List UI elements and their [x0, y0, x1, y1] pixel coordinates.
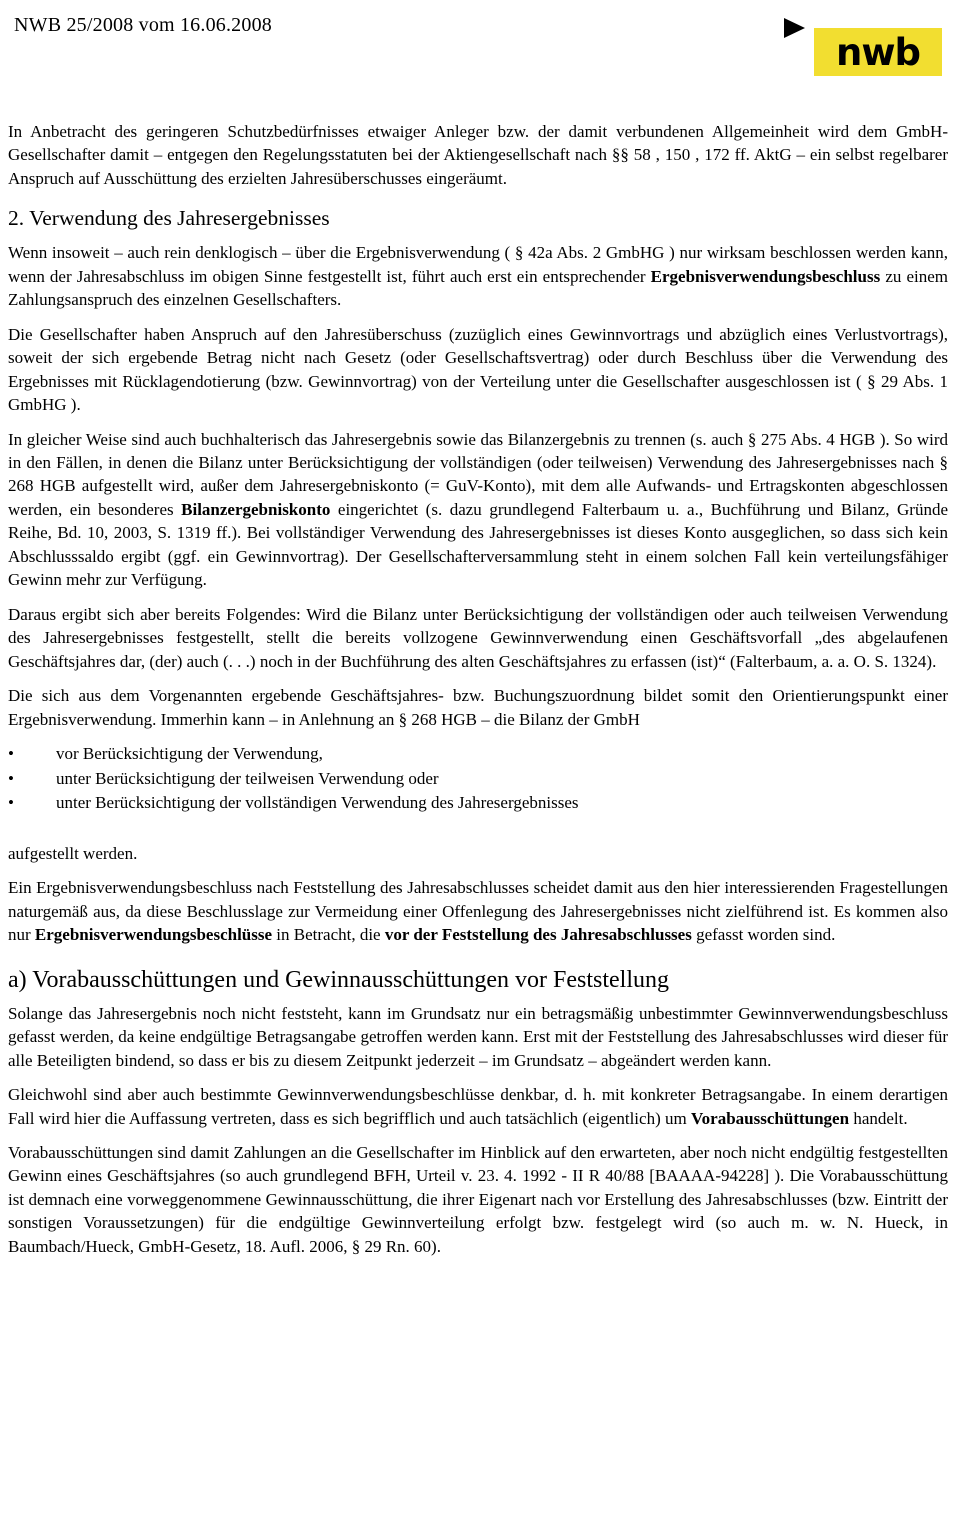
nwb-logo — [784, 14, 946, 84]
document-header — [8, 14, 950, 120]
paragraph-text: Wenn insoweit – auch rein denklogisch – über die Ergebnisverwendung ( § 42a Abs. 2 GmbHG ) nur wirksam beschlossen werden kann, wenn der Jahresabschluss im obigen Sinne festgestellt ist, führt auch erst ein entsprechender — [8, 243, 948, 286]
bullet-item-text: unter Berücksichtigung der vollständigen Verwendung des Jahresergebnisses — [56, 793, 579, 813]
paragraph — [8, 1083, 948, 1130]
paragraph-text: in Betracht, die — [272, 925, 385, 945]
document-content — [8, 120, 950, 1258]
nwb-logo-text: nwb — [835, 30, 920, 74]
nwb-logo-box — [814, 28, 942, 76]
paragraph — [8, 684, 948, 731]
paragraph-text: In gleicher Weise sind auch buchhalterisch das Jahresergebnis sowie das Bilanzergebnis zu trennen (s. auch § 275 Abs. 4 HGB ). So wird in den Fällen, in denen die Bilanz unter Berücksichtigung der vollständigen (oder teilweisen) Verwendung des Jahresergebnisses nach § 268 HGB aufgestellt wird, außer dem Jahresergebniskonto (= GuV-Konto), mit dem alle Aufwands- und Ertragskonten abgeschlossen werden, ein besonderes — [8, 429, 948, 519]
paragraph — [8, 428, 948, 592]
section-heading: a) Vorabausschüttungen und Gewinnausschüttungen vor Feststellung — [8, 966, 670, 993]
paragraph-bold-text: vor der Feststellung des Jahresabschlusses — [384, 925, 692, 945]
paragraph-text: eingerichtet (s. dazu grundlegend Falterbaum u. a., Buchführung und Bilanz, Gründe Reihe, Bd. 10, 2003, S. 1319 ff.). Bei vollständiger Verwendung des Jahresergebnisses ist dieses Konto ausgeglichen, so dass sich kein Abschlusssaldo ergibt (ggf. ein Gewinnvortrag). Der Gesellschafterversammlung steht in einem solchen Fall kein verteilungsfähiger Gewinn mehr zur Verfügung. — [8, 499, 948, 590]
bullet-list — [8, 742, 948, 816]
paragraph-bold-text: Ergebnisverwendungsbeschlüsse — [34, 925, 273, 945]
section-heading: 2. Verwendung des Jahresergebnisses — [8, 206, 330, 231]
paragraph-text: Solange das Jahresergebnis noch nicht feststeht, kann im Grundsatz nur ein betragsmäßig unbestimmter Gewinnverwendungsbeschluss gefasst werden, da keine endgültige Betragsangabe getroffen werden kann. Erst mit der Feststellung des Jahresabschlusses wird dieser für alle Beteiligten bindend, so dass er bis zu diesem Zeitpunkt jederzeit – im Grundsatz – abgeändert werden kann. — [8, 1003, 948, 1070]
paragraph — [8, 1141, 948, 1258]
paragraph-bold-text: Vorabausschüttungen — [690, 1108, 850, 1128]
paragraph — [8, 603, 948, 673]
paragraph-text: handelt. — [849, 1108, 908, 1128]
paragraph-text: Gleichwohl sind aber auch bestimmte Gewinnverwendungsbeschlüsse denkbar, d. h. mit konkreter Betragsangabe. In einem derartigen Fall wird hier die Auffassung vertreten, dass es sich begrifflich und auch tatsächlich (eigentlich) um — [8, 1085, 948, 1128]
bullet-icon: • — [8, 768, 14, 788]
paragraph-text: gefasst worden sind. — [691, 925, 836, 945]
paragraph — [8, 323, 948, 417]
document-title: NWB 25/2008 vom 16.06.2008 — [14, 14, 272, 36]
paragraph — [8, 842, 948, 865]
paragraph-text: zu einem Zahlungsanspruch des einzelnen Gesellschafters. — [8, 266, 948, 310]
paragraph — [8, 1002, 948, 1072]
paragraph-text: Vorabausschüttungen sind damit Zahlungen an die Gesellschafter im Hinblick auf den erwarteten, aber noch nicht endgültig festgestellten Gewinn eines Geschäftsjahres (so auch grundlegend BFH, Urteil v. 23. 4. 1992 - II R 40/88 [BAAAA-94228] ). Die Vorabausschüttung ist demnach eine vorweggenommene Gewinnausschüttung, die ihrer Eigenart nach vor Erstellung des Jahresabschlusses (bzw. Eintritt der sonstigen Voraussetzungen) für die endgültige Gewinnverteilung erfolgt bzw. festgelegt wird (so auch m. w. N. Hueck, in Baumbach/Hueck, GmbH-Gesetz, 18. Aufl. 2006, § 29 Rn. 60). — [8, 1142, 948, 1256]
paragraph-bold-text: Ergebnisverwendungsbeschluss — [650, 266, 881, 286]
paragraph-text: Die Gesellschafter haben Anspruch auf den Jahresüberschuss (zuzüglich eines Gewinnvortrags und abzüglich eines Verlustvortrags), soweit der sich ergebende Betrag nicht nach Gesetz (oder Gesellschaftsvertrag) oder durch Beschluss über die Verwendung des Ergebnisses mit Rücklagendotierung (bzw. Gewinnvortrag) von der Verteilung unter die Gesellschafter ausgeschlossen ist ( § 29 Abs. 1 GmbHG ). — [8, 324, 948, 415]
bullet-item-text: vor Berücksichtigung der Verwendung, — [56, 743, 323, 763]
paragraph — [8, 876, 948, 946]
paragraph-text: Ein Ergebnisverwendungsbeschluss nach Feststellung des Jahresabschlusses scheidet damit aus den hier interessierenden Fragestellungen naturgemäß aus, da diese Beschlusslage zur Vermeidung einer Offenlegung des Jahresergebnisses nicht zielführend ist. Es kommen also nur — [8, 878, 948, 945]
bullet-item — [8, 742, 948, 767]
paragraph-text: Daraus ergibt sich aber bereits Folgendes: Wird die Bilanz unter Berücksichtigung der vollständigen oder auch teilweisen Verwendung des Jahresergebnisses festgestellt, stellt die bereits vollzogene Gewinnverwendung einen Geschäftsvorfall „des abgelaufenen Geschäftsjahres dar, (der) auch (. . .) noch in der Buchführung des alten Geschäftsjahres zu erfassen (ist)“ (Falterbaum, a. a. O. S. 1324). — [8, 604, 948, 671]
paragraph-text: Die sich aus dem Vorgenannten ergebende Geschäftsjahres- bzw. Buchungszuordnung bildet somit den Orientierungspunkt einer Ergebnisverwendung. Immerhin kann – in Anlehnung an § 268 HGB – die Bilanz der GmbH — [8, 686, 948, 729]
bullet-item — [8, 791, 948, 816]
arrow-right-icon — [784, 18, 805, 38]
bullet-item-text: unter Berücksichtigung der teilweisen Verwendung oder — [56, 768, 439, 788]
bullet-icon: • — [8, 793, 14, 813]
paragraph — [8, 120, 948, 190]
paragraph-text: In Anbetracht des geringeren Schutzbedürfnisses etwaiger Anleger bzw. der damit verbundenen Allgemeinheit wird dem GmbH-Gesellschafter damit – entgegen den Regelungsstatuten bei der Aktiengesellschaft nach §§ 58 , 150 , 172 ff. AktG – ein selbst regelbarer Anspruch auf Ausschüttung des erzielten Jahresüberschusses eingeräumt. — [8, 122, 948, 188]
bullet-item — [8, 767, 948, 792]
paragraph-text: aufgestellt werden. — [8, 843, 138, 863]
paragraph — [8, 241, 948, 311]
paragraph-bold-text: Bilanzergebniskonto — [181, 499, 331, 519]
bullet-icon: • — [8, 743, 14, 763]
